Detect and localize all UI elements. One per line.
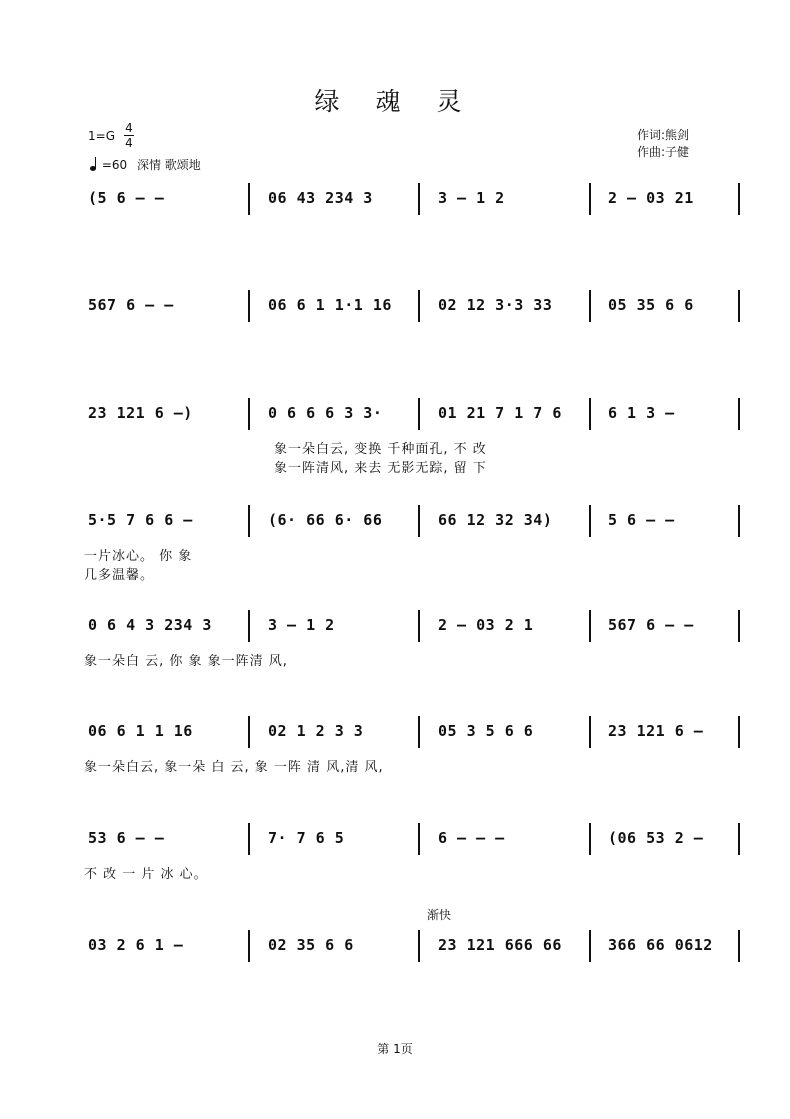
lyric-line: 不 改 一 片 冰 心。 xyxy=(84,867,208,882)
measure: 0 6 6 6 3 3· xyxy=(268,404,383,422)
key-signature: 1=G xyxy=(88,129,115,143)
score-system xyxy=(84,610,740,669)
measure: 06 43 234 3 xyxy=(268,189,373,207)
barline xyxy=(738,505,740,537)
barline xyxy=(738,290,740,322)
time-signature-top: 4 xyxy=(125,121,133,135)
measure: 2 – 03 21 xyxy=(608,189,694,207)
barline xyxy=(589,823,591,855)
measure: 23 121 6 –) xyxy=(88,404,193,422)
measure: 567 6 – – xyxy=(88,296,174,314)
measure: 06 6 1 1·1 16 xyxy=(268,296,392,314)
expression-marking: 深情 歌颂地 xyxy=(136,158,201,172)
tempo-annotation: 渐快 xyxy=(427,908,452,922)
measure: 06 6 1 1 16 xyxy=(88,722,193,740)
measure: 05 35 6 6 xyxy=(608,296,694,314)
barline xyxy=(738,610,740,642)
barline xyxy=(589,398,591,430)
lyric-line: 象一阵清风, 来去 无影无踪, 留 下 xyxy=(274,461,487,476)
barline xyxy=(248,505,250,537)
measure: (6· 66 6· 66 xyxy=(268,511,383,529)
barline xyxy=(589,610,591,642)
barline xyxy=(248,610,250,642)
tempo-value: =60 xyxy=(101,158,128,172)
barline xyxy=(418,505,420,537)
score-system xyxy=(84,823,740,882)
barline xyxy=(738,930,740,962)
measure: 03 2 6 1 – xyxy=(88,936,184,954)
lyric-line: 象一朵白云, 变换 千种面孔, 不 改 xyxy=(274,442,487,457)
barline xyxy=(418,716,420,748)
measure: 3 – 1 2 xyxy=(268,616,335,634)
credits xyxy=(637,127,689,161)
barline xyxy=(738,823,740,855)
measure: (5 6 – – xyxy=(88,189,165,207)
barline xyxy=(738,716,740,748)
barline xyxy=(248,290,250,322)
measure: 23 121 666 66 xyxy=(438,936,562,954)
score-system xyxy=(84,398,740,476)
barline xyxy=(589,505,591,537)
measure: 7· 7 6 5 xyxy=(268,829,345,847)
measure: 2 – 03 2 1 xyxy=(438,616,534,634)
song-title: 绿 魂 灵 xyxy=(314,87,476,116)
barline xyxy=(248,398,250,430)
measure: 567 6 – – xyxy=(608,616,694,634)
barline xyxy=(248,716,250,748)
time-signature xyxy=(124,121,134,150)
lyric-line: 几多温馨。 xyxy=(84,568,155,583)
measure: 05 3 5 6 6 xyxy=(438,722,534,740)
measure: 5·5 7 6 6 – xyxy=(88,511,193,529)
barline xyxy=(589,183,591,215)
page-number: 第 1页 xyxy=(377,1042,413,1056)
barline xyxy=(248,823,250,855)
measure: 3 – 1 2 xyxy=(438,189,505,207)
measure: 02 35 6 6 xyxy=(268,936,354,954)
quarter-note-icon xyxy=(90,166,96,171)
measure: 53 6 – – xyxy=(88,829,165,847)
measure: (06 53 2 – xyxy=(608,829,704,847)
time-signature-bottom: 4 xyxy=(125,136,133,150)
lyric-line: 一片冰心。 你 象 xyxy=(84,549,193,564)
measure: 0 6 4 3 234 3 xyxy=(88,616,212,634)
measure: 02 1 2 3 3 xyxy=(268,722,364,740)
barline xyxy=(589,930,591,962)
barline xyxy=(589,716,591,748)
barline xyxy=(418,823,420,855)
barline xyxy=(418,290,420,322)
barline xyxy=(418,183,420,215)
lyricist: 作词:熊剑 xyxy=(637,128,690,142)
measure: 01 21 7 1 7 6 xyxy=(438,404,562,422)
barline xyxy=(248,930,250,962)
measure: 6 1 3 – xyxy=(608,404,675,422)
barline xyxy=(738,183,740,215)
composer: 作曲:子健 xyxy=(637,145,690,159)
barline xyxy=(738,398,740,430)
measure: 23 121 6 – xyxy=(608,722,704,740)
barline xyxy=(418,610,420,642)
lyric-line: 象一朵白 云, 你 象 象一阵清 风, xyxy=(84,654,288,669)
score-system xyxy=(84,505,740,583)
measure: 5 6 – – xyxy=(608,511,675,529)
measure: 66 12 32 34) xyxy=(438,511,553,529)
score-system xyxy=(84,908,740,964)
barline xyxy=(248,183,250,215)
score-system xyxy=(84,716,740,775)
measure: 02 12 3·3 33 xyxy=(438,296,553,314)
measure: 366 66 0612 xyxy=(608,936,713,954)
score-system xyxy=(84,290,740,324)
score-system xyxy=(84,183,740,217)
lyric-line: 象一朵白云, 象一朵 白 云, 象 一阵 清 风,清 风, xyxy=(84,760,384,775)
tempo-marking xyxy=(90,156,201,173)
measure: 6 – – – xyxy=(438,829,505,847)
barline xyxy=(589,290,591,322)
barline xyxy=(418,398,420,430)
barline xyxy=(418,930,420,962)
